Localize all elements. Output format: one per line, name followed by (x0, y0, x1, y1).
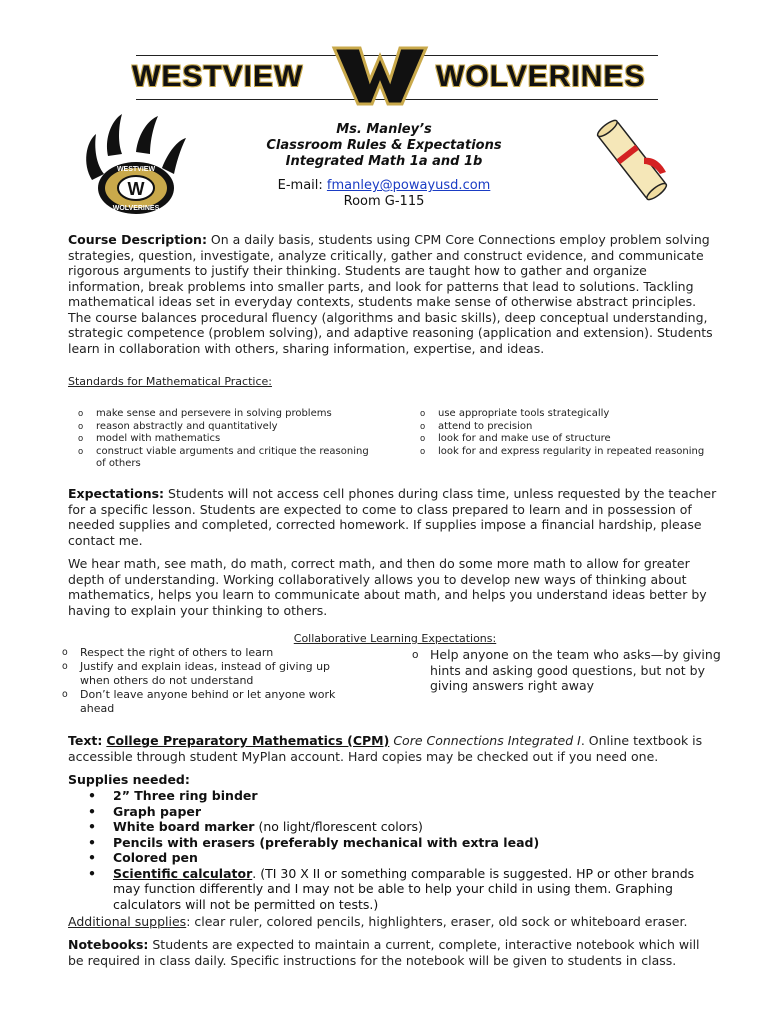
notebooks-text: Students are expected to maintain a current, complete, interactive notebook which will be required in class daily. Specific instructions for the notebook will be given to students in class. (68, 937, 700, 968)
badge-letter: W (127, 179, 145, 199)
standard-item: o construct viable arguments and critique the reasoning of others (76, 446, 376, 471)
classroom-rules-title: Classroom Rules & Expectations (266, 138, 502, 153)
standard-item: o look for and express regularity in repeated reasoning (418, 446, 728, 459)
banner-wolverines: WOLVERINES (436, 60, 646, 93)
text-rest: . Online textbook is accessible through student MyPlan account. Hard copies may be checked out if you need one. (68, 733, 703, 764)
standards-heading: Standards for Mathematical Practice: (68, 375, 272, 388)
collab-item: o Don’t leave anyone behind or let anyone work ahead (60, 688, 360, 716)
standard-item: o model with mathematics (76, 433, 376, 446)
expectations-label: Expectations: (68, 486, 165, 501)
supply-item: • White board marker (no light/florescent colors) (68, 819, 718, 835)
supply-item: • Scientific calculator. (TI 30 X II or something comparable is suggested. HP or other brands may function differently and I may not be able to help your child in using them. Graphing calculators will not be permitted on tests.) (68, 866, 718, 913)
w-logo (330, 44, 430, 108)
title-block (0, 122, 768, 210)
collab-item: o Respect the right of others to learn (60, 646, 360, 660)
expectations (68, 486, 718, 548)
textbook-title: Core Connections Integrated I (393, 733, 581, 748)
standard-item: o look for and make use of structure (418, 433, 728, 446)
notebooks-label: Notebooks: (68, 937, 149, 952)
collaborative-list-left (60, 646, 360, 716)
standard-item: o attend to precision (418, 421, 728, 434)
collab-item: o Justify and explain ideas, instead of giving up when others do not understand (60, 660, 360, 688)
expectations-paragraph-2: We hear math, see math, do math, correct math, and then do some more math to allow for greater depth of understanding. Working collaboratively allows you to develop new ways of thinking about mathematics, helps you learn to communicate about math, and helps you understand ideas better by having to explain your thinking to others. (68, 556, 707, 618)
standard-item: o reason abstractly and quantitatively (76, 421, 376, 434)
supplies-list (68, 788, 718, 912)
collab-item: o Help anyone on the team who asks—by giving hints and asking good questions, but not by giving answers right away (410, 647, 728, 694)
additional-supplies-label: Additional supplies (68, 914, 187, 929)
course-description-text: On a daily basis, students using CPM Core Connections employ problem solving strategies, question, investigate, analyze critically, gather and construct evidence, and communicate rigorous arguments to justify their thinking. Students are taught how to gather and organize information, break problems into smaller parts, and look for patterns that lead to solutions. Tackling mathematical ideas set in everyday contexts, students make sense of otherwise abstract principles. The course balances procedural fluency (algorithms and basic skills), deep conceptual understanding, strategic competence (problem solving), and adaptive reasoning (application and extension). Students learn in collaboration with others, sharing information, expertise, and ideas. (68, 232, 713, 356)
additional-supplies (68, 914, 718, 930)
email-link[interactable]: fmanley@powayusd.com (326, 178, 491, 193)
course-description-label: Course Description: (68, 232, 207, 247)
email-label: E-mail: (277, 178, 327, 193)
notebooks (68, 937, 718, 968)
text-section (68, 733, 718, 764)
email-line (0, 178, 768, 194)
text-label: Text: (68, 733, 103, 748)
course-description (68, 232, 718, 356)
supplies-heading: Supplies needed: (68, 772, 190, 787)
supply-item: • Colored pen (68, 850, 718, 866)
course-title: Integrated Math 1a and 1b (285, 154, 483, 169)
badge-bottom-text: WOLVERINES (112, 205, 160, 212)
teacher-name: Ms. Manley’s (336, 122, 432, 137)
supply-item: • Graph paper (68, 804, 718, 820)
additional-supplies-text: : clear ruler, colored pencils, highlighters, eraser, old sock or whiteboard eraser. (186, 914, 688, 929)
supply-item: • Pencils with erasers (preferably mechanical with extra lead) (68, 835, 718, 851)
collaborative-list-right (410, 647, 728, 694)
collaborative-heading: Collaborative Learning Expectations: (293, 632, 497, 645)
standards-list-left (76, 408, 376, 471)
expectations-text: Students will not access cell phones during class time, unless requested by the teacher for a specific lesson. Students are expected to come to class prepared to learn and in possession of needed supplies and completed, corrected homework. If supplies impose a financial hardship, please contact me. (68, 486, 717, 548)
textbook-publisher: College Preparatory Mathematics (CPM) (106, 733, 390, 748)
supply-item: • 2” Three ring binder (68, 788, 718, 804)
banner-westview: WESTVIEW (132, 60, 304, 93)
w-logo-shape (334, 48, 426, 104)
standard-item: o use appropriate tools strategically (418, 408, 728, 421)
standard-item: o make sense and persevere in solving problems (76, 408, 376, 421)
room-number: Room G-115 (343, 194, 425, 209)
badge-top-text: WESTVIEW (116, 166, 156, 173)
standards-list-right (418, 408, 728, 458)
